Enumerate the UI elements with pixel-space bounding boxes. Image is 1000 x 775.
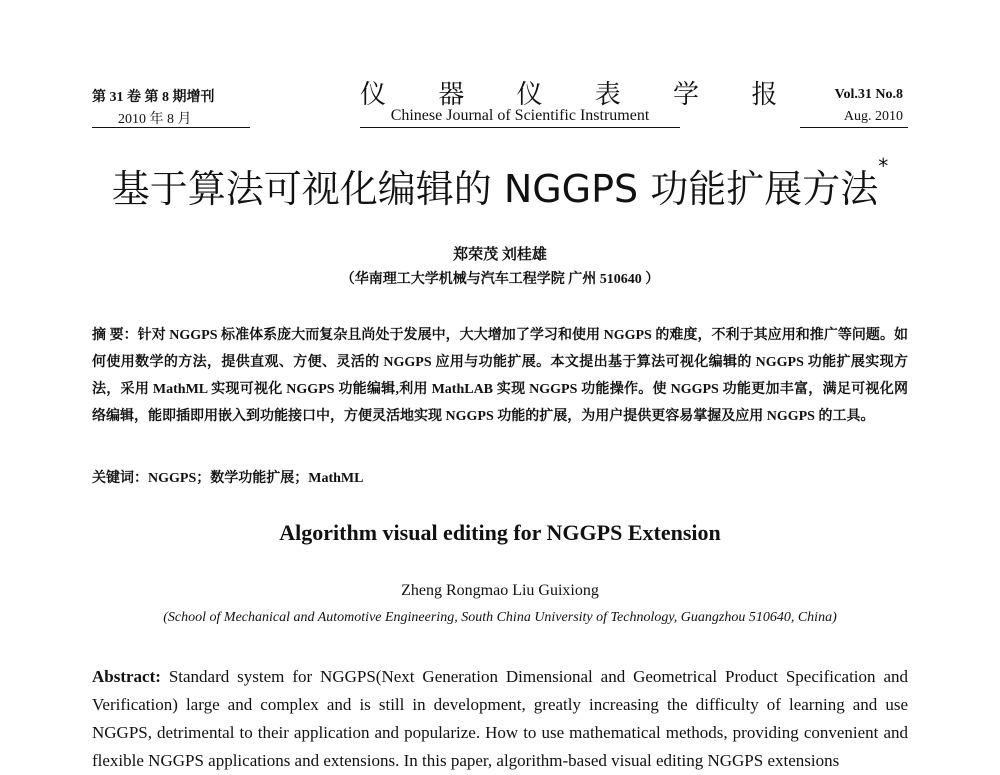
journal-name-en: Chinese Journal of Scientific Instrument — [390, 107, 650, 124]
header-rule-right — [800, 127, 908, 128]
footnote-mark: * — [878, 154, 889, 178]
keywords-cn: 关键词：NGGPS；数学功能扩展；MathML — [92, 471, 364, 486]
abstract-en — [92, 663, 908, 775]
date-en: Aug. 2010 — [843, 109, 903, 124]
journal-name-cn: 仪 器 仪 表 学 报 — [360, 80, 800, 110]
paper-title-cn — [40, 154, 960, 213]
header-rule-center — [360, 127, 680, 128]
abstract-cn-text: 针对 NGGPS 标准体系庞大而复杂且尚处于发展中，大大增加了学习和使用 NGGPS 的难度，不利于其应用和推广等问题。如何使用数学的方法，提供直观、方便、灵活的 NGGPS 应用与功能扩展。本文提出基于算法可视化编辑的 NGGPS 功能扩展实现方法，采用 MathML 实现可视化 NGGPS 功能编辑,利用 MathLAB 实现 NGGPS 功能操作。使 NGGPS 功能更加丰富，满足可视化网络编辑，能即插即用嵌入到功能接口中，方便灵活地实现 NGGPS 功能的扩展，为用户提供更容易掌握及应用 NGGPS 的工具。 — [92, 328, 909, 424]
paper-title-en: Algorithm visual editing for NGGPS Extension — [279, 520, 721, 545]
authors-en: Zheng Rongmao Liu Guixiong — [401, 582, 599, 599]
date-cn: 2010 年 8 月 — [118, 112, 192, 127]
abstract-en-label: Abstract: — [92, 667, 161, 686]
affiliation-cn: （华南理工大学机械与汽车工程学院 广州 510640 ） — [340, 272, 660, 287]
paper-title-cn-text: 基于算法可视化编辑的 NGGPS 功能扩展方法 — [111, 167, 879, 211]
abstract-cn-label: 摘 要： — [92, 328, 138, 343]
abstract-cn — [92, 322, 908, 430]
abstract-en-text: Standard system for NGGPS(Next Generation Dimensional and Geometrical Product Specification and Verification) large and complex and is still in development, greatly increasing the difficulty of learning and use NGGPS, detrimental to their application and popularize. How to use mathematical methods, providing convenient and flexible NGGPS applications and extensions. In this paper, algorithm-based visual editing NGGPS extensions — [92, 667, 908, 770]
authors-cn: 郑荣茂 刘桂雄 — [453, 247, 547, 263]
affiliation-en: (School of Mechanical and Automotive Engineering, South China University of Technology, Guangzhou 510640, China) — [163, 610, 837, 625]
volume-issue-en: Vol.31 No.8 — [834, 87, 903, 102]
header-rule-left — [92, 127, 250, 128]
volume-issue-cn: 第 31 卷 第 8 期增刊 — [92, 90, 215, 105]
